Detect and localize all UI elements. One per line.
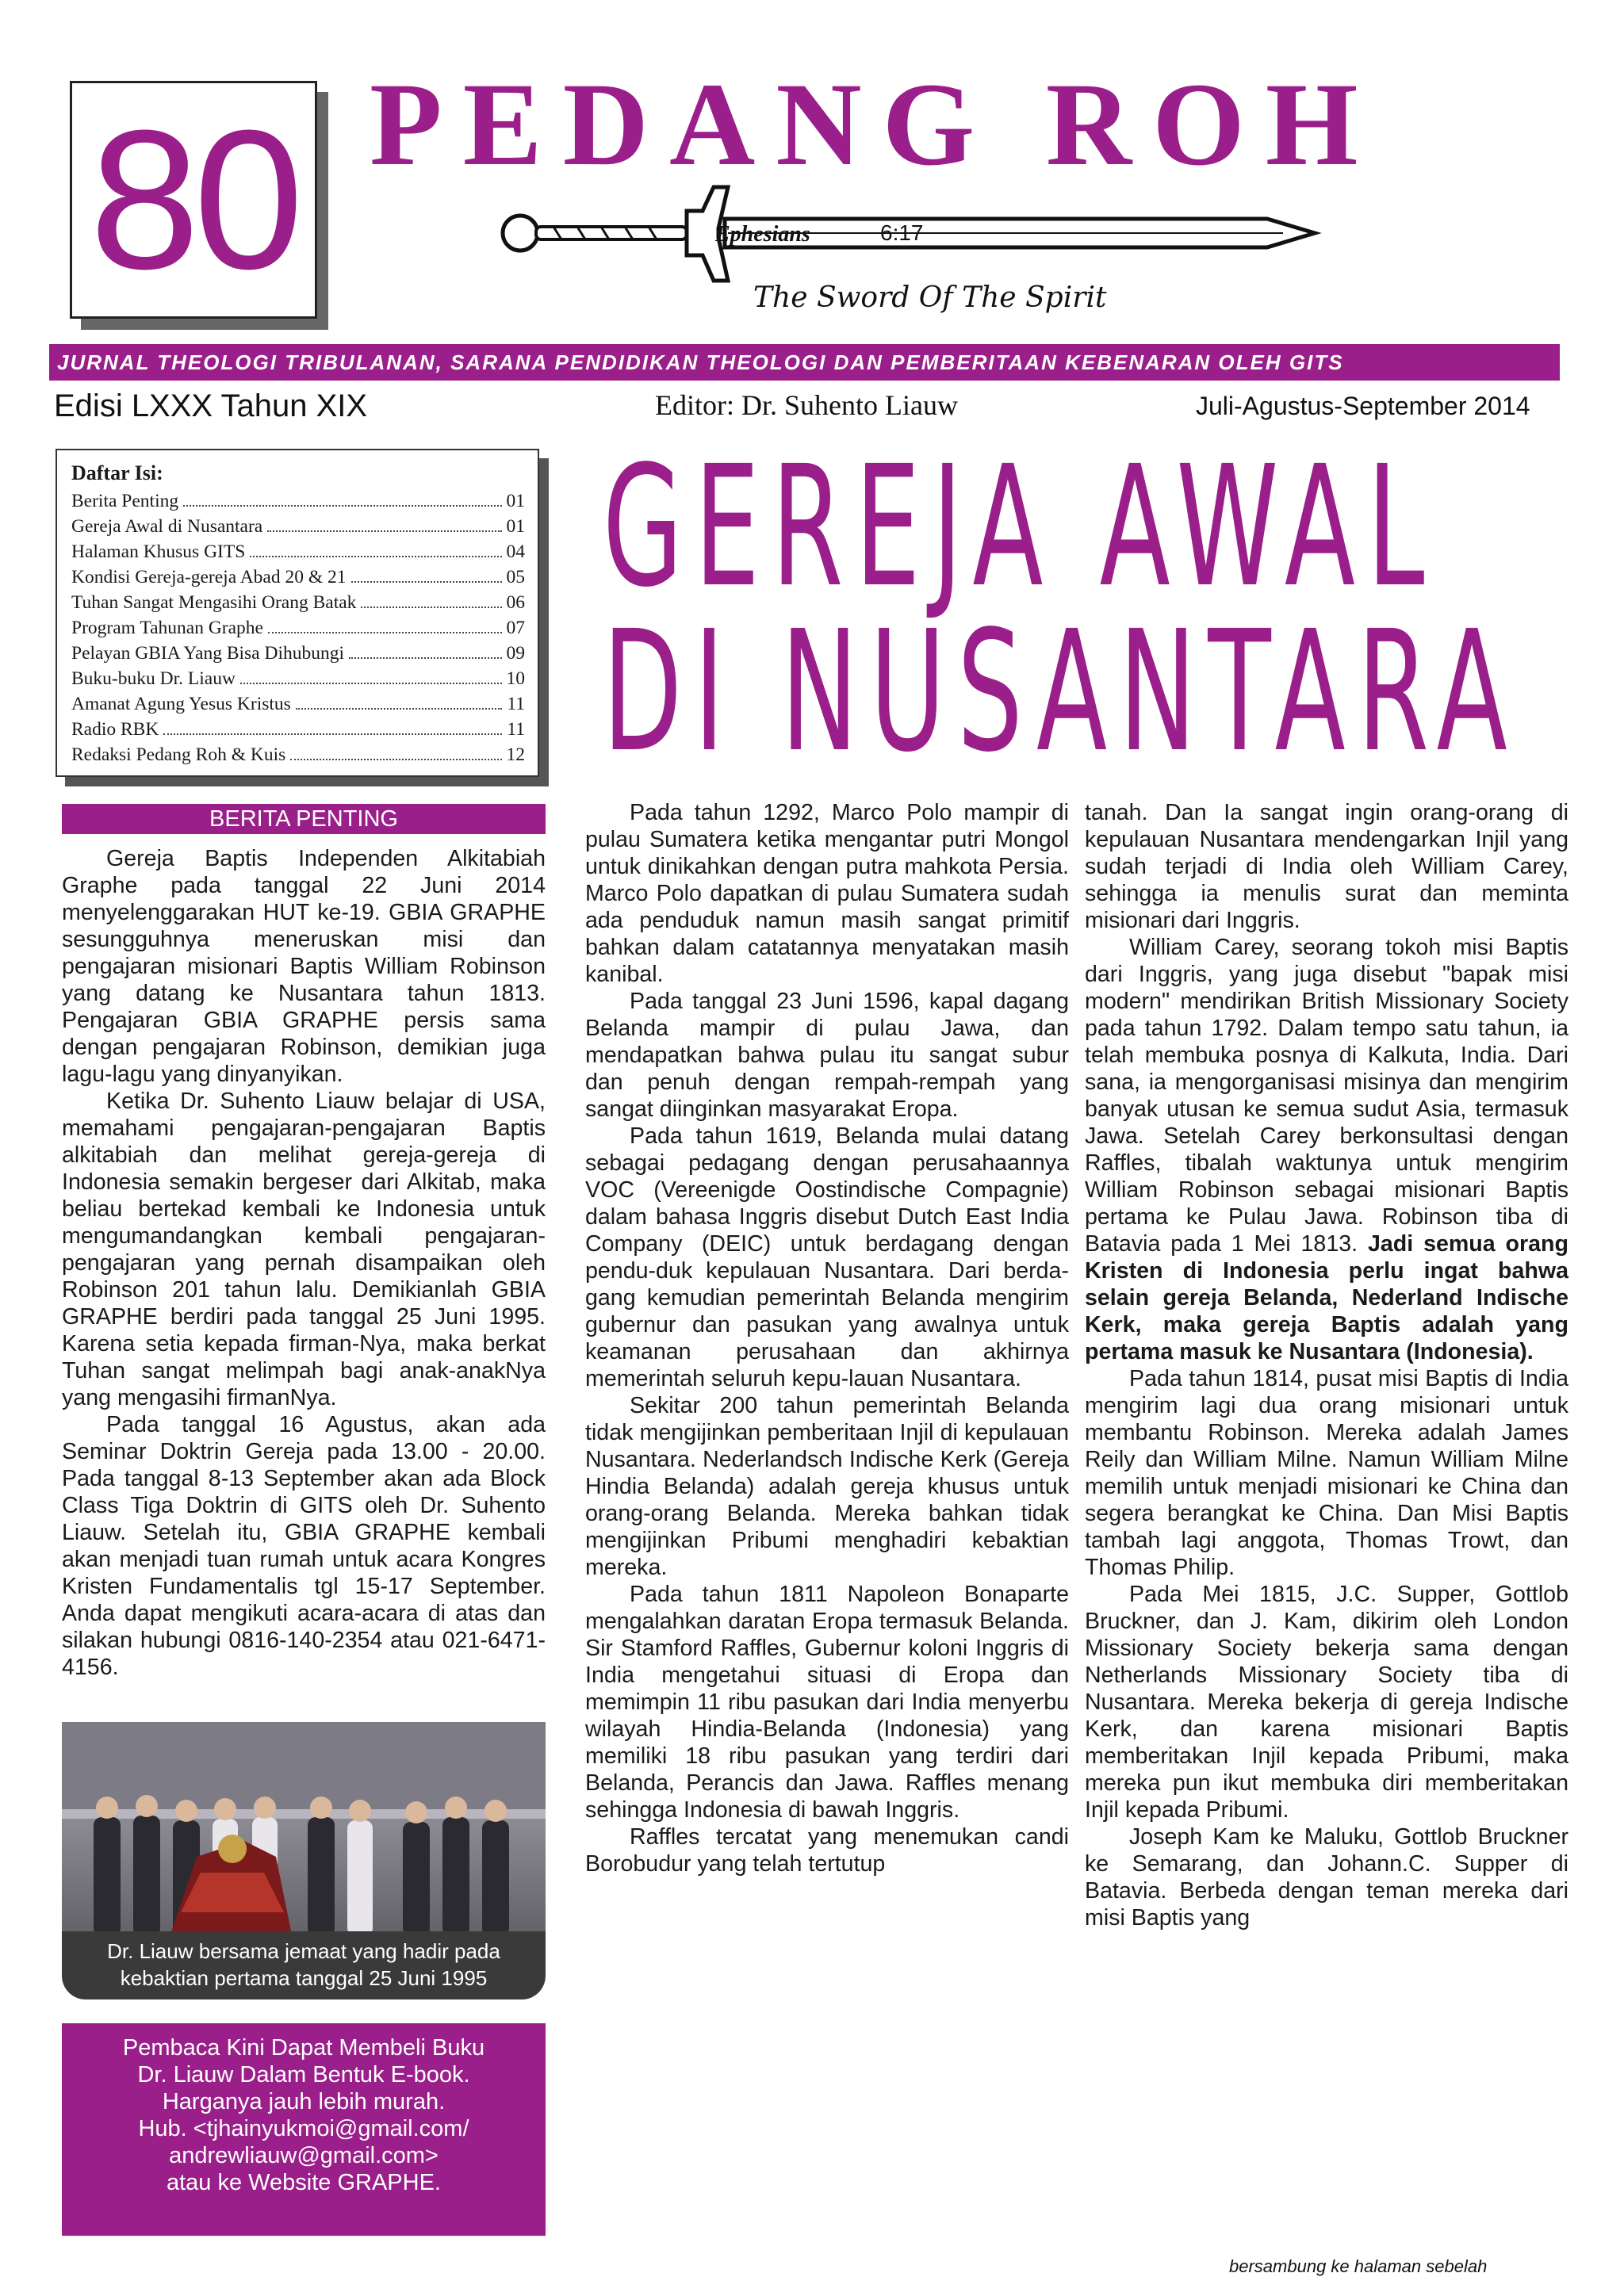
ebook-contact-email[interactable]: andrewliauw@gmail.com> (169, 2143, 439, 2168)
edition-label: Edisi LXXX Tahun XIX (54, 388, 368, 423)
continued-note: bersambung ke halaman sebelah (1229, 2256, 1488, 2276)
toc-item[interactable]: Berita Penting 01 (71, 488, 525, 514)
editor-label: Editor: Dr. Suhento Liauw (655, 389, 958, 421)
verse-reference: 6:17 (880, 220, 924, 245)
ebook-advertisement (62, 2023, 546, 2236)
paragraph: Ketika Dr. Suhento Liauw belajar di USA, memahami pengajaran-pengajaran Baptis alkitabiah dan melihat gereja-gereja di Indonesia semakin bergeser dari Alkitab, maka beliau bertekad kembali ke Indonesia untuk mengumandangkan kembali pengajaran-pengajaran yang pernah disampaikan oleh Robinson 201 tahun lalu. Demikianlah GBIA GRAPHE berdiri pada tanggal 25 Juni 1995. Karena setia kepada firman-Nya, maka berkat Tuhan sangat melimpah bagi anak-anakNya yang mengasihi firmanNya. (62, 1089, 546, 1410)
berita-column (62, 845, 546, 1681)
paragraph: William Carey, seorang tokoh misi Baptis dari Inggris, yang juga disebut "bapak misi modern" mendirikan British Missionary Society pada tahun 1792. Dalam tempo satu tahun, ia telah membuka posnya di Kalkuta, India. Dari sana, ia mengorganisasi misinya dan mengirim banyak utusan ke semua sudut Asia, termasuk Jawa. Setelah Carey berkonsultasi dengan Raffles, tibalah waktunya untuk mengirim William Robinson sebagai misionari Baptis pertama ke Pulau Jawa. Robinson tiba di Batavia pada 1 Mei 1813. Jadi semua orang Kristen di Indonesia perlu ingat bahwa selain gereja Belanda, Nederland Indische Kerk, maka gereja Baptis adalah yang pertama masuk ke Nusantara (Indonesia). (1085, 935, 1568, 1364)
paragraph: Pada tahun 1814, pusat misi Baptis di India mengirim lagi dua orang misionari untuk membantu Robinson. Mereka adalah James Reily dan William Milne. Namun William Milne memilih untuk menjadi misionari ke China dan segera berangkat ke China. Dan Misi Baptis tambah lagi anggota, Thomas Trowt, dan Thomas Philip. (1085, 1366, 1568, 1580)
ebook-line: Pembaca Kini Dapat Membeli Buku (122, 2035, 485, 2061)
ebook-line: atau ke Website GRAPHE. (166, 2170, 441, 2195)
toc-item[interactable]: Halaman Khusus GITS 04 (71, 539, 525, 564)
paragraph: Pada tanggal 23 Juni 1596, kapal dagang Belanda mampir di pulau Jawa, dan mendapatkan bahwa pulau itu sangat subur dan penuh dengan rempah-rempah yang sangat diinginkan masyarakat Eropa. (585, 989, 1069, 1122)
toc-item[interactable]: Program Tahunan Graphe 07 (71, 615, 525, 641)
toc-item[interactable]: Gereja Awal di Nusantara 01 (71, 514, 525, 539)
issue-number-box (70, 81, 317, 319)
ebook-line: Dr. Liauw Dalam Bentuk E-book. (137, 2062, 470, 2087)
toc-item[interactable]: Buku-buku Dr. Liauw 10 (71, 666, 525, 691)
headline-line-2: DI NUSANTARA (603, 595, 1519, 789)
paragraph: Sekitar 200 tahun pemerintah Belanda tidak mengijinkan pemberitaan Injil di kepulauan Nusantara. Nederlandsch Indische Kerk (Gereja Hindia Belanda) adalah gereja khusus untuk orang-orang Belanda. Mereka bahkan tidak mengijinkan Pribumi menghadiri kebaktian mereka. (585, 1393, 1069, 1580)
tagline: The Sword Of The Spirit (753, 281, 1107, 314)
article-column-2 (585, 799, 1069, 1877)
emphasis-text: Jadi semua orang Kristen di Indonesia perlu ingat bahwa selain gereja Belanda, Nederland Indische Kerk, maka gereja Baptis adalah yang pertama masuk ke Nusantara (Indonesia). (1085, 1231, 1568, 1364)
paragraph: Gereja Baptis Independen Alkitabiah Graphe pada tanggal 22 Juni 2014 menyelenggarakan HUT ke-19. GBIA GRAPHE sesungguhnya meneruskan misi dan pengajaran misionari Baptis William Robinson yang datang ke Nusantara tahun 1813. Pengajaran GBIA GRAPHE persis sama dengan pengajaran Robinson, demikian juga lagu-lagu yang dinyanyikan. (62, 846, 546, 1087)
paragraph: Raffles tercatat yang menemukan candi Borobudur yang telah tertutup (585, 1824, 1069, 1877)
headline-line-1: GEREJA AWAL (603, 430, 1437, 624)
toc-title: Daftar Isi: (71, 461, 163, 484)
paragraph: Joseph Kam ke Maluku, Gottlob Bruckner ke Semarang, dan Johann.C. Supper di Batavia. Berbeda dengan teman mereka dari misi Baptis yang (1085, 1824, 1568, 1931)
issue-number: 80 (89, 89, 298, 310)
toc-list (71, 488, 525, 767)
paragraph: Pada tanggal 16 Agustus, akan ada Seminar Doktrin Gereja pada 13.00 - 20.00. Pada tanggal 8-13 September akan ada Block Class Tiga Doktrin di GITS oleh Dr. Suhento Liauw. Setelah itu, GBIA GRAPHE kembali akan menjadi tuan rumah untuk acara Kongres Kristen Fundamentalis tgl 15-17 September. Anda dapat mengikuti acara-acara di atas dan silakan hubungi 0816-140-2354 atau 021-6471-4156. (62, 1412, 546, 1680)
toc-item[interactable]: Pelayan GBIA Yang Bisa Dihubungi 09 (71, 641, 525, 666)
verse-book: Ephesians (715, 222, 810, 247)
toc-item[interactable]: Redaksi Pedang Roh & Kuis 12 (71, 742, 525, 767)
photo-caption: Dr. Liauw bersama jemaat yang hadir pada kebaktian pertama tanggal 25 Juni 1995 (62, 1931, 546, 1999)
article-column-3 (1085, 799, 1568, 1931)
ebook-contact-email[interactable]: Hub. <tjhainyukmoi@gmail.com/ (138, 2116, 469, 2141)
issue-date: Juli-Agustus-September 2014 (1196, 392, 1530, 420)
ebook-line: Harganya jauh lebih murah. (162, 2089, 446, 2114)
paragraph: tanah. Dan Ia sangat ingin orang-orang di kepulauan Nusantara mendengarkan Injil yang sudah terjadi di India oleh William Carey, sehingga ia menulis surat dan meminta misionari dari Inggris. (1085, 800, 1568, 933)
table-of-contents (56, 449, 539, 777)
masthead-title: PEDANG ROH (370, 59, 1379, 190)
toc-item[interactable]: Tuhan Sangat Mengasihi Orang Batak 06 (71, 590, 525, 615)
section-heading-berita: BERITA PENTING (62, 804, 546, 834)
paragraph: Pada tahun 1811 Napoleon Bonaparte mengalahkan daratan Eropa termasuk Belanda. Sir Stamford Raffles, Gubernur koloni Inggris di India mengetahui situasi di Eropa dan memimpin 11 ribu pasukan dari India menyerbu wilayah Hindia-Belanda (Indonesia) yang memiliki 18 ribu pasukan yang terdiri dari Belanda, Perancis dan Jawa. Raffles menang sehingga Indonesia di bawah Inggris. (585, 1582, 1069, 1823)
toc-item[interactable]: Radio RBK 11 (71, 717, 525, 742)
toc-item[interactable]: Kondisi Gereja-gereja Abad 20 & 21 05 (71, 564, 525, 590)
paragraph: Pada Mei 1815, J.C. Supper, Gottlob Bruckner, dan J. Kam, dikirim oleh London Missionary Society bekerja sama dengan Netherlands Missionary Society tiba di Nusantara. Mereka bekerja di gereja Indische Kerk, dan karena misionari Baptis memberitakan Injil kepada Pribumi, maka mereka pun ikut membuka diri memberitakan Injil kepada Pribumi. (1085, 1582, 1568, 1823)
journal-banner: JURNAL THEOLOGI TRIBULANAN, SARANA PENDIDIKAN THEOLOGI DAN PEMBERITAAN KEBENARAN OLEH GITS (49, 344, 1560, 381)
paragraph: Pada tahun 1619, Belanda mulai datang sebagai pedagang dengan perusahaannya VOC (Vereenigde Oostindische Compagnie) dalam bahasa Inggris disebut Dutch East India Company (DEIC) untuk berdagang dengan pendu-duk kepulauan Nusantara. Dari berda-gang kemudian pemerintah Belanda mengirim gubernur dan pasukan yang awalnya untuk keamanan perusahaan dan akhirnya memerintah seluruh kepu-lauan Nusantara. (585, 1123, 1069, 1391)
toc-item[interactable]: Amanat Agung Yesus Kristus 11 (71, 691, 525, 717)
paragraph: Pada tahun 1292, Marco Polo mampir di pulau Sumatera ketika mengantar putri Mongol untuk dinikahkan dengan putra mahkota Persia. Marco Polo dapatkan di pulau Sumatera sudah ada penduduk namun masih sangat primitif bahkan dalam catatannya menyatakan masih kanibal. (585, 800, 1069, 987)
